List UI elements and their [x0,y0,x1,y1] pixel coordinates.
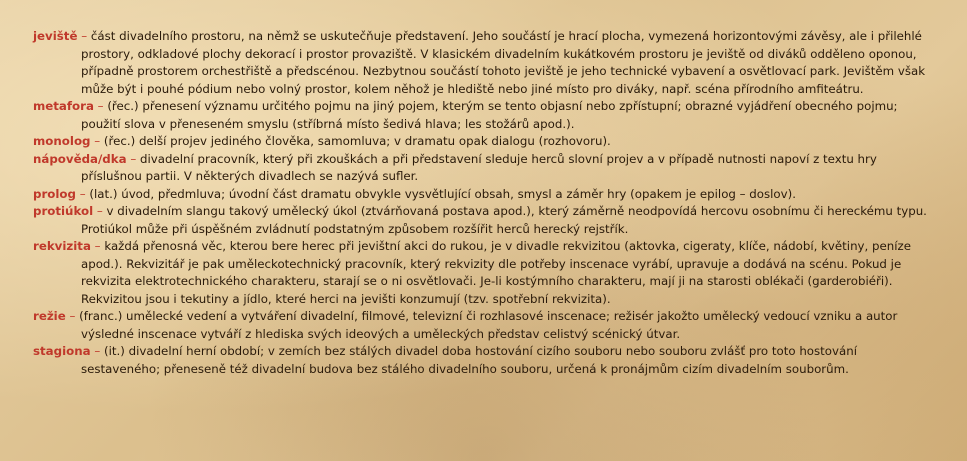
entry-definition: v divadelním slangu takový umělecký úkol (ztvárňovaná postava apod.), který záměrně neodpovídá hercovu osobnímu či hereckému typu. Protiúkol může při úspěšném zvládnutí podstatným způsobem rozšířit herců herecký rejstřík. [81,204,927,236]
entry-definition: (řec.) přenesení významu určitého pojmu na jiný pojem, kterým se tento objasní nebo zpřístupní; obrazné vyjádření obecného pojmu; použití slova v přeneseném smyslu (stříbrná místo šedivá hlava; les stožárů apod.). [81,99,898,131]
entry-term: rekvizita [33,239,91,253]
glossary-entry-stagiona [33,343,937,378]
entry-definition: (řec.) delší projev jediného člověka, samomluva; v dramatu opak dialogu (rozhovoru). [103,134,611,148]
entry-separator: – [93,99,108,113]
glossary [33,28,937,378]
entry-definition: každá přenosná věc, kterou bere herec při jevištní akci do rukou, je v divadle rekvizitou (aktovka, cigeraty, klíče, nádobí, květiny, peníze apod.). Rekvizitář je pak uměleckotechnický pracovník, který rekvizity dle potřeby inscenace vyrábí, upravuje a dodává na scénu. Pokud je rekvizita elektrotechnického charakteru, starají se o ni osvětlovači. Je-li kostýmního charakteru, mají ji na starosti oblékači (garderobiéři). Rekvizitou jsou i tekutiny a jídlo, které herci na jevišti konzumují (tzv. spotřební rekvizita). [81,239,911,306]
entry-separator: – [90,344,104,358]
entry-term: prolog [33,186,76,201]
glossary-entry-prolog [33,186,937,204]
glossary-entry-jeviste [33,28,937,98]
glossary-entry-monolog [33,133,937,151]
entry-separator: – [65,309,80,323]
entry-separator: – [90,134,104,148]
glossary-entry-rezie [33,308,937,343]
entry-separator: – [93,204,107,218]
entry-term: protiúkol [33,204,94,218]
entry-term: režie [33,309,66,323]
glossary-entry-protiukol [33,203,937,238]
entry-definition: (franc.) umělecké vedení a vytváření divadelní, filmové, televizní či rozhlasové inscenace; režisér jakožto umělecký vedoucí vzniku a autor výsledné inscenace vytváří z hlediska svých ideových a uměleckých představ celistvý scénický útvar. [79,309,898,341]
entry-term: jeviště [33,29,78,43]
entry-separator: – [90,239,105,253]
glossary-entry-metafora [33,98,937,133]
entry-definition: divadelní pracovník, který při zkouškách a při představení sleduje herců slovní projev a v případě nutnosti napoví z textu hry příslušnou partii. V některých divadlech se nazývá sufler. [81,151,877,183]
entry-term: stagiona [33,344,91,358]
entry-separator: – [75,186,90,201]
glossary-entry-rekvizita [33,238,937,308]
entry-definition: (it.) divadelní herní období; v zemích bez stálých divadel doba hostování cizího souboru nebo souboru zvlášť pro toto hostování sestaveného; přeneseně též divadelní budova bez stálého divadelního souboru, určená k pronájmům cizím divadelním souborům. [81,344,857,376]
entry-term: metafora [33,99,94,113]
glossary-entry-napoveda [33,151,937,186]
entry-separator: – [126,151,140,166]
entry-definition: (lat.) úvod, předmluva; úvodní část dramatu obvykle vysvětlující obsah, smysl a záměr hry (opakem je epilog – doslov). [89,186,796,201]
entry-separator: – [77,29,91,43]
entry-definition: část divadelního prostoru, na němž se uskutečňuje představení. Jeho součástí je hrací plocha, vymezená horizontovými závěsy, ale i přilehlé prostory, odkladové plochy dekorací i prostor provaziště. V klasickém divadelním kukátkovém prostoru je jeviště od diváků odděleno oponou, případně prostorem orchestřiště a předscénou. Nezbytnou součástí tohoto jeviště je jeho technické vybavení a osvětlovací park. Jevištěm však může být i pouhé pódium nebo volný prostor, kolem něhož je hlediště nebo jiné místo pro diváky, např. scéna přírodního amfiteátru. [81,29,926,96]
entry-term: monolog [33,134,91,148]
entry-term: nápověda/dka [33,151,127,166]
